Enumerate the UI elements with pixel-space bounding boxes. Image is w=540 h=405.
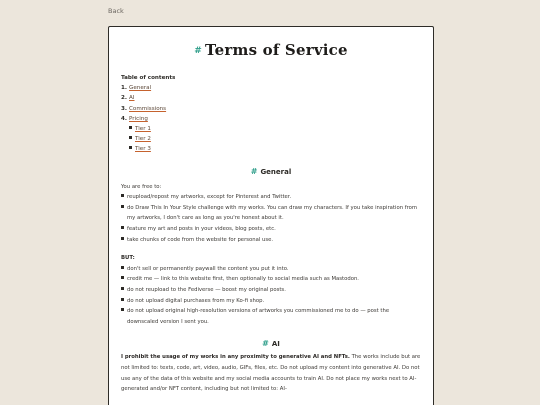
bullet-icon <box>121 276 124 279</box>
section-heading-text: AI <box>271 340 280 349</box>
toc-subitem-tier-1 <box>129 124 421 134</box>
general-section <box>121 182 421 328</box>
table-of-contents <box>121 73 421 155</box>
list-item-text: do not reupload to the Fediverse — boost my original posts. <box>127 286 286 293</box>
ai-paragraph <box>121 352 421 394</box>
toc-item-commissions <box>121 104 421 114</box>
bullet-icon <box>121 226 124 229</box>
bullet-icon <box>121 237 124 240</box>
toc-number: 1. <box>121 85 128 92</box>
list-item <box>121 235 421 246</box>
toc-item-general <box>121 83 421 93</box>
heading-hash-icon: # <box>262 339 269 349</box>
toc-link-tier-3[interactable]: Tier 3 <box>135 146 151 153</box>
bullet-icon <box>121 194 124 197</box>
bullet-icon <box>121 205 124 208</box>
bullet-icon <box>121 298 124 301</box>
page-title-text: Terms of Service <box>205 41 348 59</box>
heading-hash-icon: # <box>250 166 258 176</box>
toc-number: 2. <box>121 95 128 102</box>
section-heading-ai <box>121 339 421 348</box>
toc-subitem-tier-3 <box>129 144 421 154</box>
list-item-text: credit me — link to this website first, then optionally to social media such as Mastodon. <box>127 276 359 283</box>
toc-link-general[interactable]: General <box>129 85 152 92</box>
list-item <box>121 224 421 235</box>
bullet-icon <box>121 287 124 290</box>
back-link[interactable]: Back <box>108 7 124 15</box>
list-item-text: take chunks of code from the website for personal use. <box>127 236 274 243</box>
bullet-icon <box>129 126 132 129</box>
terms-card <box>108 26 434 405</box>
list-item-text: feature my art and posts in your videos, blog posts, etc. <box>127 226 276 232</box>
toc-number: 4. <box>121 115 128 122</box>
toc-link-commissions[interactable]: Commissions <box>129 105 167 112</box>
list-item-text: reupload/repost my artworks, except for Pinterest and Twitter. <box>127 194 292 201</box>
list-item-text: do Draw This In Your Style challenge with my works. You can draw my characters. If you take inspiration from my artworks, I don't care as long as you're honest about it. <box>127 204 418 222</box>
toc-link-tier-1[interactable]: Tier 1 <box>135 126 151 133</box>
list-item <box>121 192 421 203</box>
toc-link-ai[interactable]: AI <box>129 95 135 102</box>
toc-number: 3. <box>121 105 128 112</box>
bullet-icon <box>129 136 132 139</box>
toc-heading: Table of contents <box>121 75 176 81</box>
but-label: BUT: <box>121 255 135 262</box>
toc-item-ai <box>121 93 421 103</box>
section-heading-general <box>121 167 421 176</box>
list-item <box>121 306 421 327</box>
list-item <box>121 296 421 307</box>
list-item-text: do not upload digital purchases from my Ko-fi shop. <box>127 297 265 304</box>
allowed-list <box>121 192 421 245</box>
section-heading-text: General <box>260 167 292 176</box>
list-item <box>121 264 421 275</box>
toc-item-pricing <box>121 114 421 155</box>
ai-paragraph-text: The works include but are not limited to: texts, code, art, video, audio, GIFs, files, etc. Do not upload my content into generative AI. Do not use any of the data of this website and my social media accounts to train AI. Do not place my works next to AI-generated and/or NFT content, including but not limited to: AI- <box>121 354 421 393</box>
list-item <box>121 285 421 296</box>
bullet-icon <box>121 308 124 311</box>
toc-link-pricing[interactable]: Pricing <box>129 115 148 122</box>
list-item <box>121 274 421 285</box>
bullet-icon <box>121 266 124 269</box>
ai-bold-lead: I prohibit the usage of my works in any proximity to generative AI and NFTs. <box>121 354 350 361</box>
list-item <box>121 203 421 224</box>
page-title <box>121 41 421 59</box>
restricted-list <box>121 264 421 328</box>
list-item-text: do not upload original high-resolution versions of artworks you commissioned me to do — post the downscaled version I sent you. <box>127 308 390 325</box>
heading-hash-icon: # <box>194 46 203 56</box>
bullet-icon <box>129 146 132 149</box>
toc-link-tier-2[interactable]: Tier 2 <box>135 136 151 143</box>
toc-subitem-tier-2 <box>129 134 421 144</box>
general-intro: You are free to: <box>121 183 162 190</box>
list-item-text: don't sell or permanently paywall the content you put it into. <box>127 265 289 272</box>
